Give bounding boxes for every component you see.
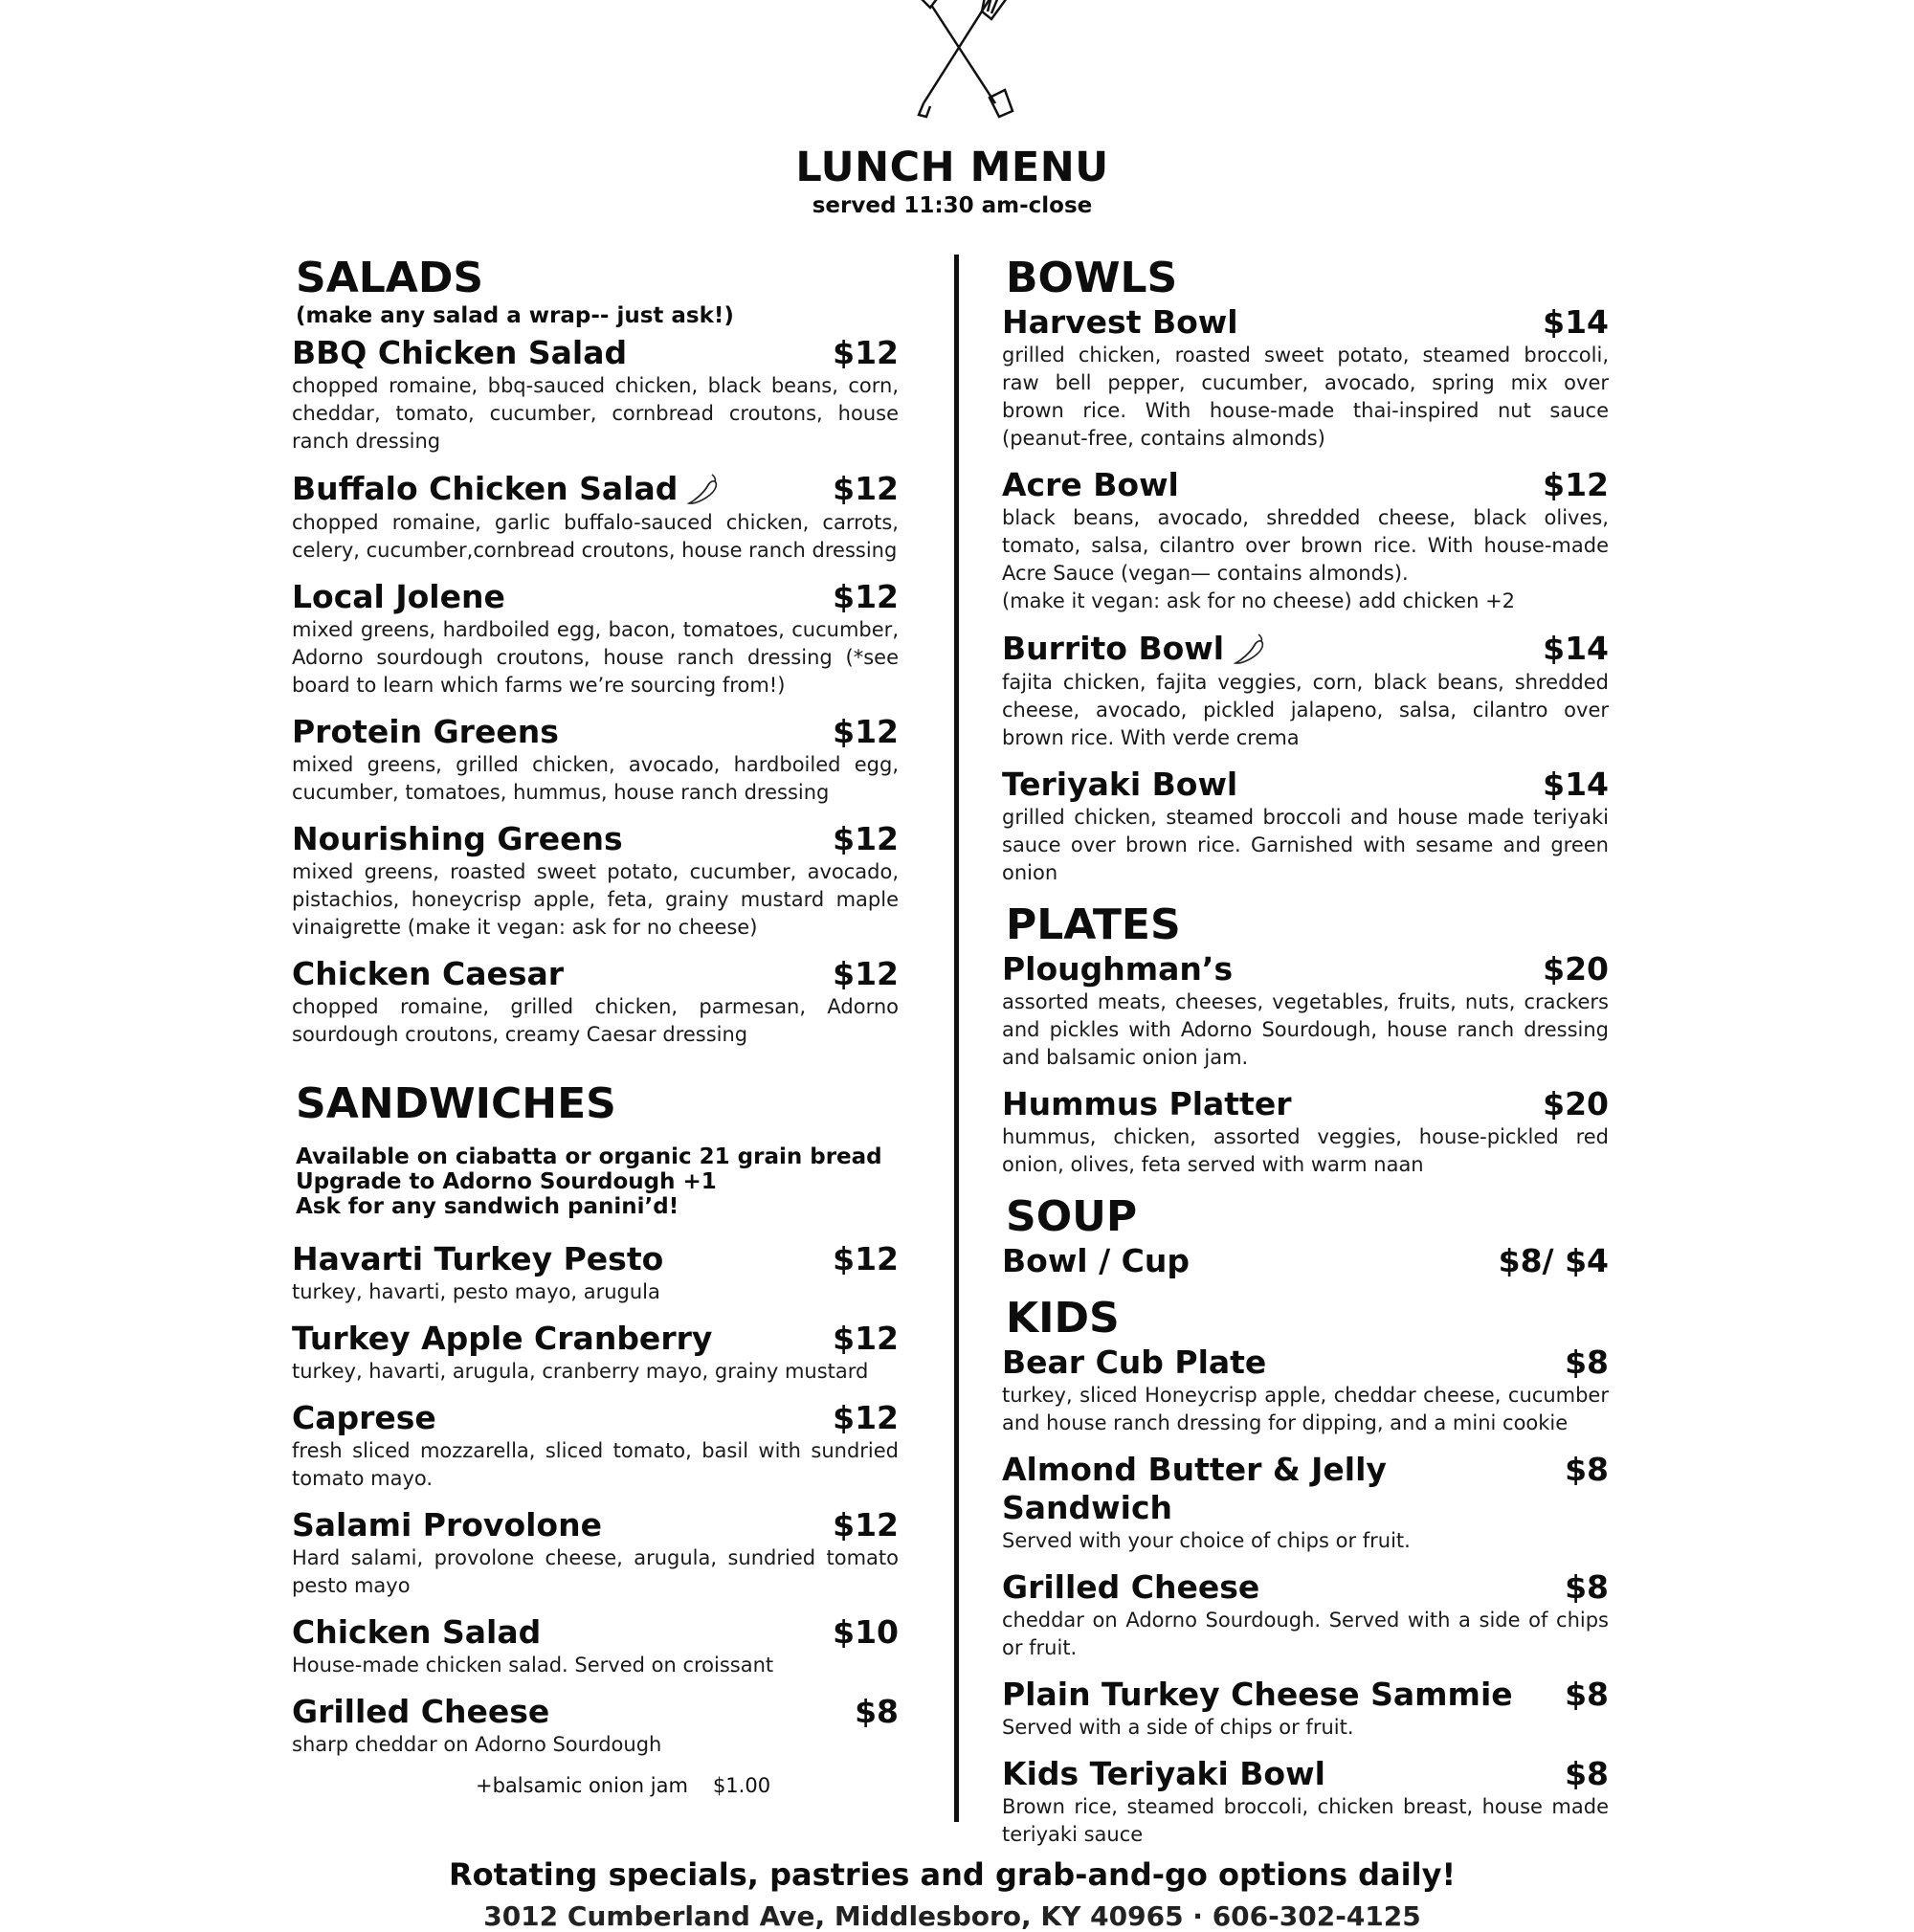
item-name: Caprese <box>292 1399 436 1436</box>
footer-specials: Rotating specials, pastries and grab-and-go options daily! <box>448 1856 1457 1893</box>
item-name: BBQ Chicken Salad <box>292 334 628 371</box>
item-name: Grilled Cheese <box>1002 1568 1260 1606</box>
menu-item <box>1002 629 1609 752</box>
item-price: $14 <box>1543 766 1609 803</box>
menu-item <box>1002 1755 1609 1849</box>
item-price: $12 <box>833 713 899 750</box>
item-name: Almond Butter & Jelly Sandwich <box>1002 1451 1387 1526</box>
item-price: $20 <box>1543 950 1609 988</box>
item-description: hummus, chicken, assorted veggies, house-pickled red onion, olives, feta served with warm naan <box>1002 1125 1609 1176</box>
menu-item <box>292 1240 899 1306</box>
menu-item <box>292 1613 899 1679</box>
menu-item <box>1002 1568 1609 1662</box>
item-price: $8/ $4 <box>1498 1242 1609 1279</box>
item-price: $12 <box>833 1320 899 1357</box>
item-name: Acre Bowl <box>1002 466 1179 503</box>
sandwiches-section <box>292 1079 899 1800</box>
section-title-plates: PLATES <box>1006 900 1181 949</box>
menu-item <box>1002 466 1609 615</box>
item-name: Turkey Apple Cranberry <box>292 1320 713 1357</box>
menu-item <box>1002 1085 1609 1179</box>
plates-section <box>1002 900 1609 1179</box>
item-description: turkey, havarti, arugula, cranberry mayo, grainy mustard <box>292 1360 869 1383</box>
sandwich-note: Upgrade to Adorno Sourdough +1 <box>296 1169 717 1194</box>
item-description: sharp cheddar on Adorno Sourdough <box>292 1733 662 1756</box>
chili-pepper-icon <box>1230 629 1270 669</box>
item-description: assorted meats, cheeses, vegetables, fruits, nuts, crackers and pickles with Adorno Sourdough, house ranch dressing and balsamic onion jam. <box>1002 990 1609 1069</box>
item-price: $8 <box>1565 1676 1609 1713</box>
item-name: Havarti Turkey Pesto <box>292 1240 664 1277</box>
section-title-sandwiches: SANDWICHES <box>296 1079 616 1128</box>
item-price: $8 <box>1565 1451 1609 1488</box>
item-description: turkey, sliced Honeycrisp apple, cheddar cheese, cucumber and house ranch dressing for dipping, and a mini cookie <box>1002 1384 1609 1434</box>
salads-note: (make any salad a wrap-- just ask!) <box>296 303 734 328</box>
item-description-extra: (make it vegan: ask for no cheese) add chicken +2 <box>1002 589 1516 612</box>
item-price: $12 <box>833 1506 899 1543</box>
menu-item <box>292 820 899 942</box>
left-column <box>292 254 899 1800</box>
item-price: $20 <box>1543 1085 1609 1122</box>
item-name: Hummus Platter <box>1002 1085 1292 1122</box>
menu-item <box>1002 1451 1609 1555</box>
item-price: $12 <box>833 955 899 992</box>
item-price: $14 <box>1543 630 1609 667</box>
item-name: Nourishing Greens <box>292 820 623 857</box>
sandwich-note: Ask for any sandwich panini’d! <box>296 1194 679 1219</box>
item-name: Bowl / Cup <box>1002 1242 1190 1279</box>
item-description: chopped romaine, grilled chicken, parmesan, Adorno sourdough croutons, creamy Caesar dressing <box>292 995 899 1046</box>
addon-label: +balsamic onion jam <box>476 1774 688 1797</box>
kids-section <box>1002 1294 1609 1849</box>
item-name: Salami Provolone <box>292 1506 602 1543</box>
item-price: $14 <box>1543 303 1609 341</box>
item-description: grilled chicken, roasted sweet potato, steamed broccoli, raw bell pepper, cucumber, avocado, spring mix over brown rice. With house-made thai-inspired nut sauce (peanut-free, contains almonds) <box>1002 344 1609 450</box>
footer-address: 3012 Cumberland Ave, Middlesboro, KY 40965 · 606-302-4125 <box>483 1900 1421 1932</box>
menu-item <box>292 334 899 455</box>
section-title-soup: SOUP <box>1006 1192 1138 1241</box>
item-description: mixed greens, roasted sweet potato, cucumber, avocado, pistachios, honeycrisp apple, feta, grainy mustard maple vinaigrette (make it vegan: ask for no cheese) <box>292 860 899 939</box>
menu-item <box>1002 950 1609 1072</box>
item-description: cheddar on Adorno Sourdough. Served with a side of chips or fruit. <box>1002 1609 1609 1659</box>
menu-item <box>292 1506 899 1600</box>
page-subtitle: served 11:30 am-close <box>812 193 1093 218</box>
menu-item <box>292 1320 899 1386</box>
item-description: fresh sliced mozzarella, sliced tomato, basil with sundried tomato mayo. <box>292 1439 899 1490</box>
item-description: Hard salami, provolone cheese, arugula, sundried tomato pesto mayo <box>292 1546 899 1597</box>
menu-item <box>292 1399 899 1493</box>
item-price: $10 <box>833 1613 899 1651</box>
item-description: mixed greens, grilled chicken, avocado, hardboiled egg, cucumber, tomatoes, hummus, house ranch dressing <box>292 753 899 804</box>
chili-pepper-icon <box>683 469 723 509</box>
item-name: Buffalo Chicken Salad <box>292 469 723 509</box>
item-price: $8 <box>1565 1568 1609 1606</box>
menu-item <box>292 469 899 565</box>
salads-section <box>292 254 899 1049</box>
item-description: fajita chicken, fajita veggies, corn, black beans, shredded cheese, avocado, pickled jalapeno, salsa, cilantro over brown rice. With verde crema <box>1002 671 1609 749</box>
item-description: mixed greens, hardboiled egg, bacon, tomatoes, cucumber, Adorno sourdough croutons, house ranch dressing (*see board to learn which farms we’re sourcing from!) <box>292 618 899 697</box>
item-name: Chicken Caesar <box>292 955 565 992</box>
menu-item <box>292 955 899 1049</box>
item-description: black beans, avocado, shredded cheese, black olives, tomato, salsa, cilantro over brown rice. With house-made Acre Sauce (vegan— contains almonds). <box>1002 506 1609 585</box>
right-column <box>1002 254 1609 1862</box>
section-title-kids: KIDS <box>1006 1294 1120 1343</box>
item-description: chopped romaine, bbq-sauced chicken, black beans, corn, cheddar, tomato, cucumber, cornbread croutons, house ranch dressing <box>292 374 899 453</box>
item-description: Served with your choice of chips or fruit. <box>1002 1529 1411 1552</box>
item-name: Burrito Bowl <box>1002 629 1270 669</box>
item-name: Bear Cub Plate <box>1002 1344 1267 1381</box>
item-description: Served with a side of chips or fruit. <box>1002 1716 1354 1739</box>
page-title: LUNCH MENU <box>795 144 1109 191</box>
item-name: Ploughman’s <box>1002 950 1234 988</box>
bowls-section <box>1002 254 1609 887</box>
item-price: $12 <box>833 1240 899 1277</box>
item-price: $12 <box>833 470 899 507</box>
item-price: $12 <box>833 820 899 857</box>
item-description: Brown rice, steamed broccoli, chicken breast, house made teriyaki sauce <box>1002 1795 1609 1846</box>
item-name: Grilled Cheese <box>292 1693 550 1730</box>
item-price: $12 <box>833 334 899 371</box>
addon-price: $1.00 <box>712 1774 771 1797</box>
item-price: $8 <box>1565 1344 1609 1381</box>
section-title-salads: SALADS <box>296 254 484 302</box>
crossed-shovel-and-fork-icon <box>900 0 1024 124</box>
menu-item <box>1002 303 1609 453</box>
item-description: turkey, havarti, pesto mayo, arugula <box>292 1280 660 1303</box>
sandwich-note: Available on ciabatta or organic 21 grain bread <box>296 1144 882 1169</box>
item-name: Protein Greens <box>292 713 559 750</box>
item-price: $12 <box>1543 466 1609 503</box>
menu-item <box>1002 1344 1609 1437</box>
sandwiches-notes <box>296 1144 899 1219</box>
item-name: Harvest Bowl <box>1002 303 1238 341</box>
grilled-cheese-addon <box>292 1772 899 1800</box>
item-name: Kids Teriyaki Bowl <box>1002 1755 1325 1792</box>
menu-item <box>1002 1242 1609 1280</box>
item-name: Plain Turkey Cheese Sammie <box>1002 1676 1513 1713</box>
item-name: Local Jolene <box>292 578 505 615</box>
menu-item <box>1002 766 1609 887</box>
item-description: chopped romaine, garlic buffalo-sauced chicken, carrots, celery, cucumber,cornbread croutons, house ranch dressing <box>292 511 899 562</box>
item-price: $8 <box>855 1693 899 1730</box>
section-title-bowls: BOWLS <box>1006 254 1178 302</box>
item-name: Teriyaki Bowl <box>1002 766 1238 803</box>
menu-item <box>292 1693 899 1759</box>
item-price: $8 <box>1565 1755 1609 1792</box>
menu-item <box>292 578 899 700</box>
menu-item <box>292 713 899 807</box>
column-divider <box>954 255 959 1822</box>
soup-section <box>1002 1192 1609 1280</box>
item-description: House-made chicken salad. Served on croissant <box>292 1654 774 1677</box>
item-description: grilled chicken, steamed broccoli and house made teriyaki sauce over brown rice. Garnished with sesame and green onion <box>1002 806 1609 884</box>
item-price: $12 <box>833 578 899 615</box>
item-name: Chicken Salad <box>292 1613 542 1651</box>
item-price: $12 <box>833 1399 899 1436</box>
menu-item <box>1002 1676 1609 1742</box>
